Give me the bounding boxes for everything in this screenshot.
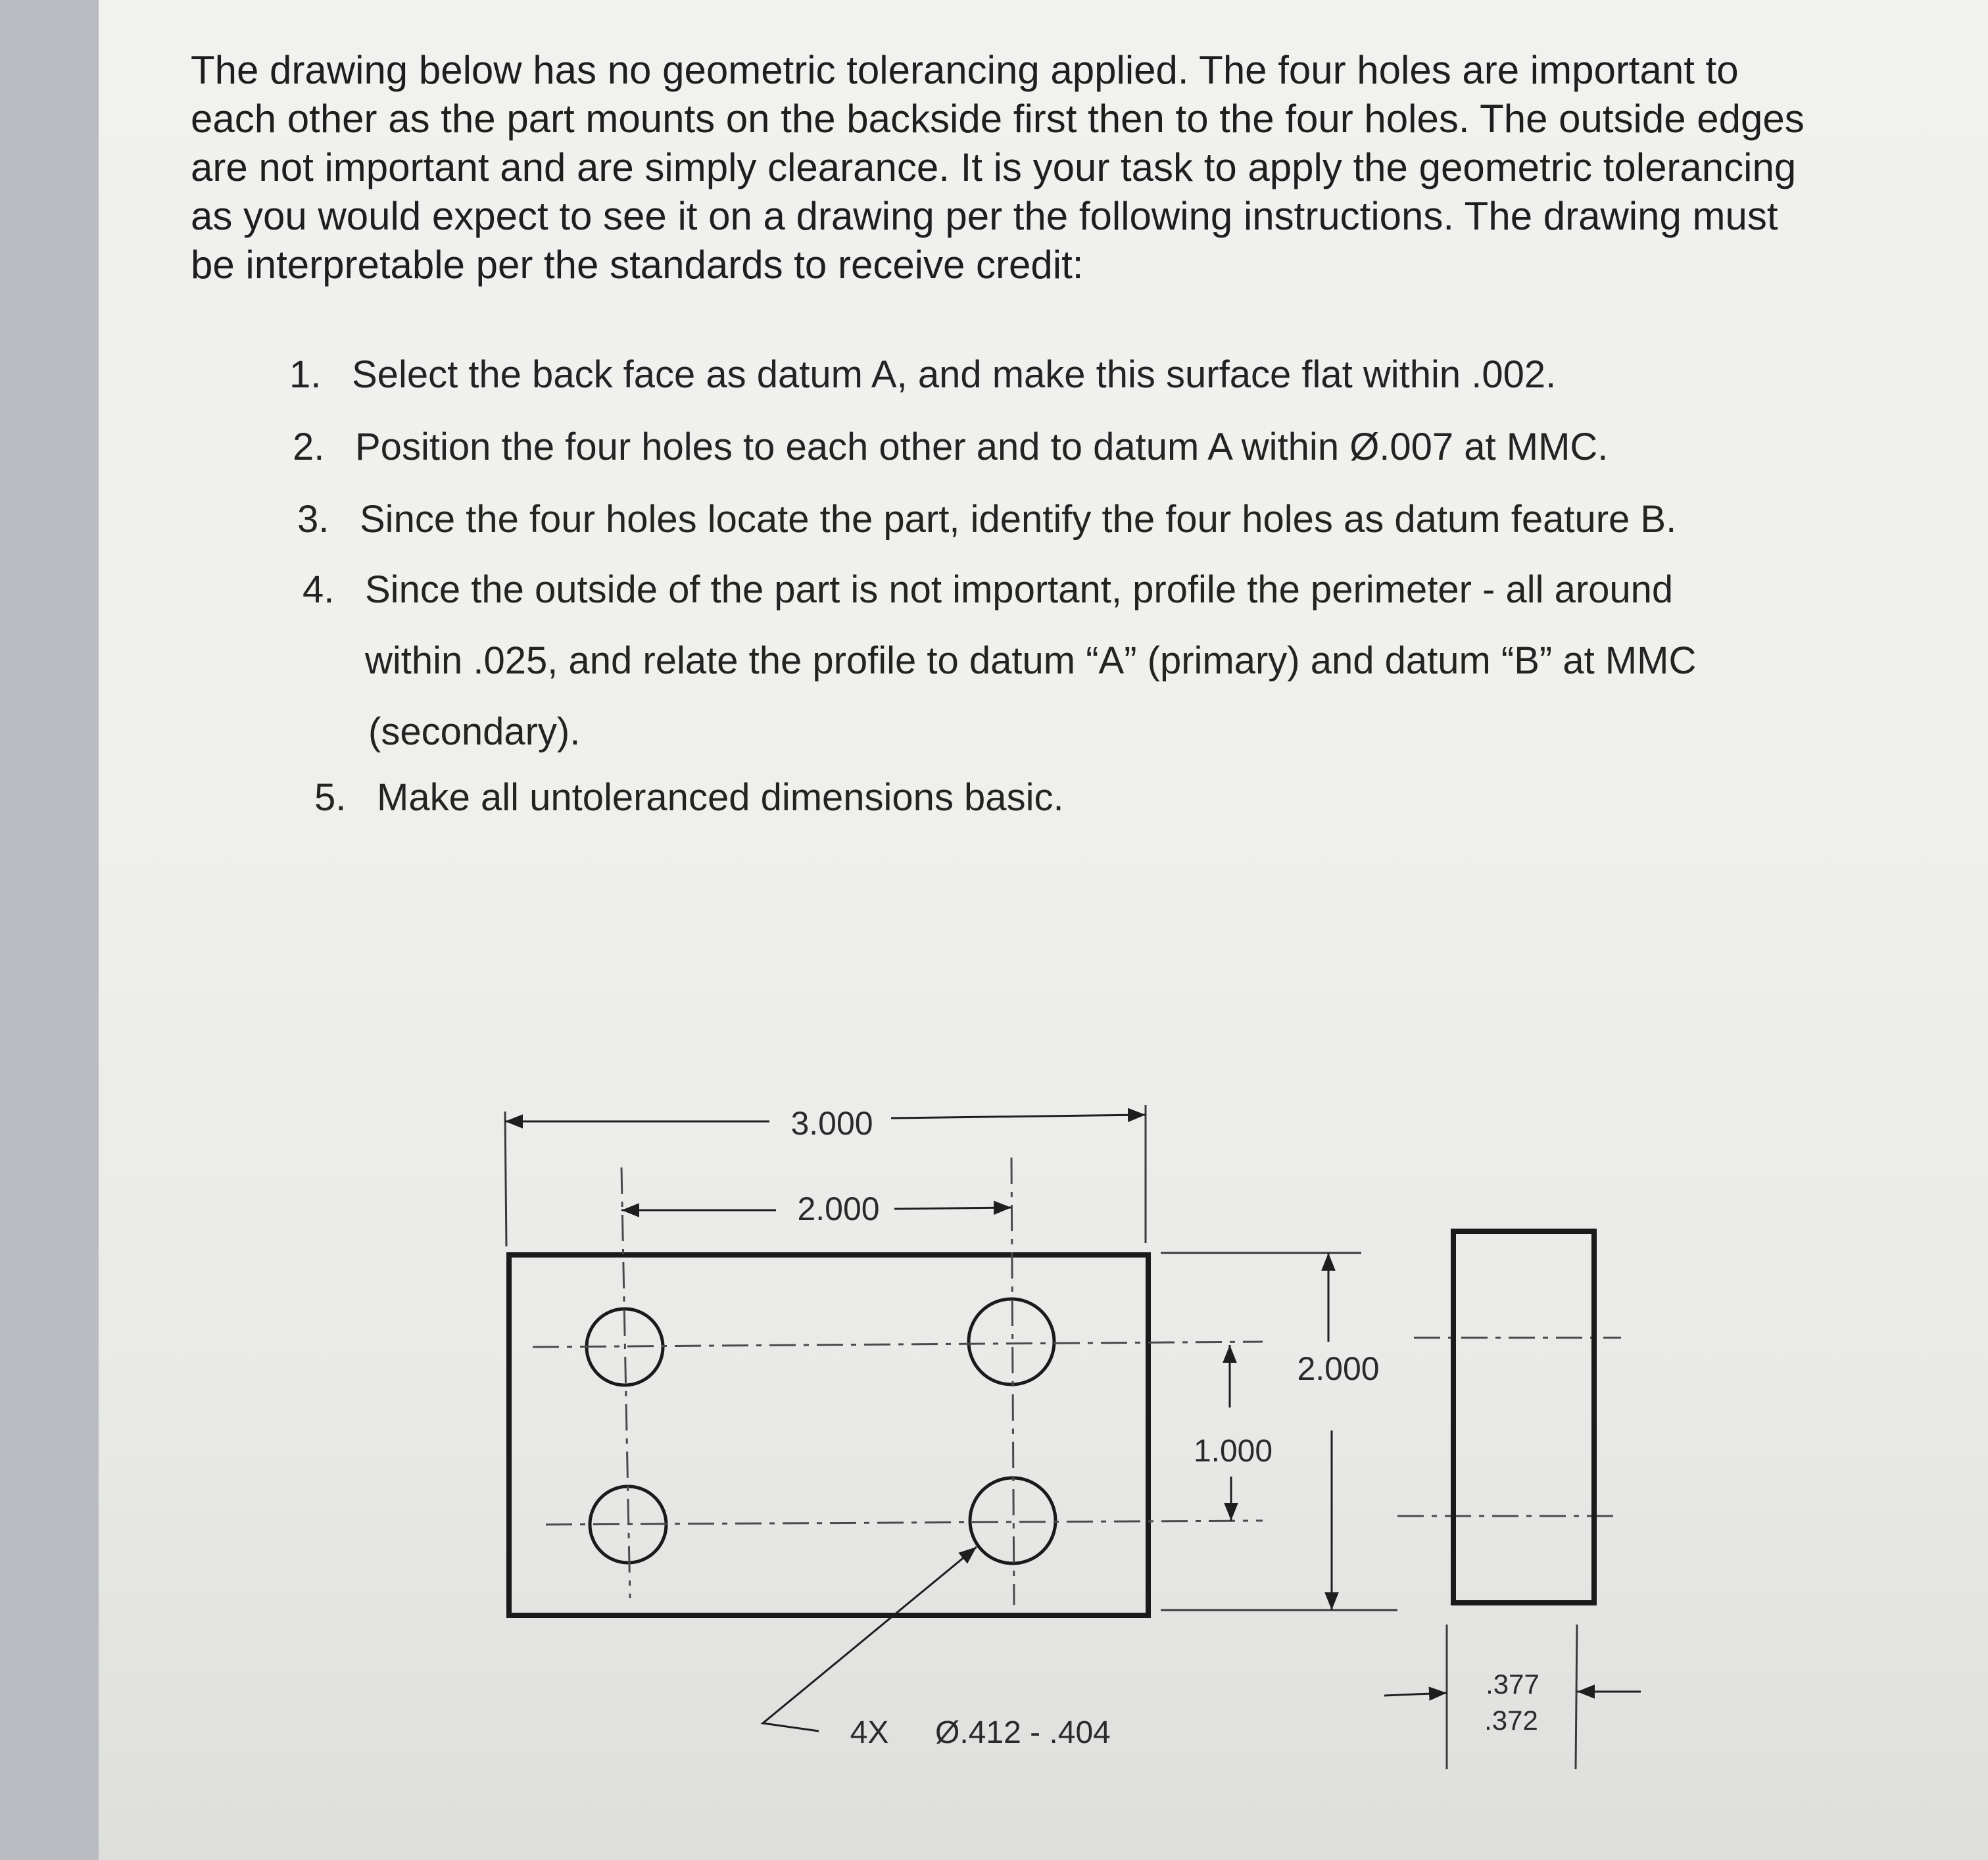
step-text: Make all untoleranced dimensions basic. bbox=[377, 776, 1064, 819]
dimension-line-overall-width bbox=[891, 1115, 1146, 1118]
extension-lines bbox=[505, 1105, 1577, 1769]
thickness-max: .377 bbox=[1486, 1669, 1539, 1700]
dimension-hole-spacing-x: 2.000 bbox=[797, 1190, 880, 1227]
step-text: Select the back face as datum A, and make this surface flat within .002. bbox=[352, 353, 1557, 396]
step-number: 5. bbox=[314, 776, 347, 819]
dimension-overall-height: 2.000 bbox=[1297, 1350, 1380, 1387]
dimension-line-thickness bbox=[1384, 1693, 1447, 1696]
step-continuation: within .025, and relate the profile to datum “A” (primary) and datum “B” at MMC bbox=[365, 639, 1697, 682]
step-number: 4. bbox=[303, 568, 335, 611]
hole-callout-size: Ø.412 - .404 bbox=[935, 1715, 1111, 1750]
step-number: 1. bbox=[289, 353, 322, 396]
hole-callout-leader bbox=[763, 1547, 977, 1731]
part-side-view-outline bbox=[1453, 1231, 1594, 1603]
thickness-min: .372 bbox=[1484, 1705, 1538, 1736]
step-text: Since the four holes locate the part, identify the four holes as datum feature B. bbox=[360, 498, 1677, 541]
step-text: Since the outside of the part is not important, profile the perimeter - all around bbox=[365, 568, 1674, 611]
intro-paragraph: The drawing below has no geometric tolerancing applied. The four holes are important to each other as the part mounts on the backside first then to the four holes. The outside edges are not important and are simply clearance. It is your task to apply the geometric tolerancing as you would expect to see it on a drawing per the following instructions. The drawing must be interpretable per the standards to receive credit: bbox=[191, 48, 1805, 287]
dimension-hole-spacing-y: 1.000 bbox=[1193, 1434, 1273, 1469]
center-lines bbox=[533, 1158, 1621, 1605]
step-number: 2. bbox=[293, 426, 325, 468]
hole-callout-quantity: 4X bbox=[850, 1715, 889, 1750]
part-front-view-outline bbox=[509, 1255, 1148, 1615]
dimension-line-hole-spacing-x bbox=[894, 1208, 1011, 1209]
dimension-overall-width: 3.000 bbox=[790, 1105, 873, 1142]
step-continuation: (secondary). bbox=[368, 710, 581, 753]
step-number: 3. bbox=[297, 498, 329, 541]
step-text: Position the four holes to each other and to datum A within Ø.007 at MMC. bbox=[355, 426, 1609, 468]
